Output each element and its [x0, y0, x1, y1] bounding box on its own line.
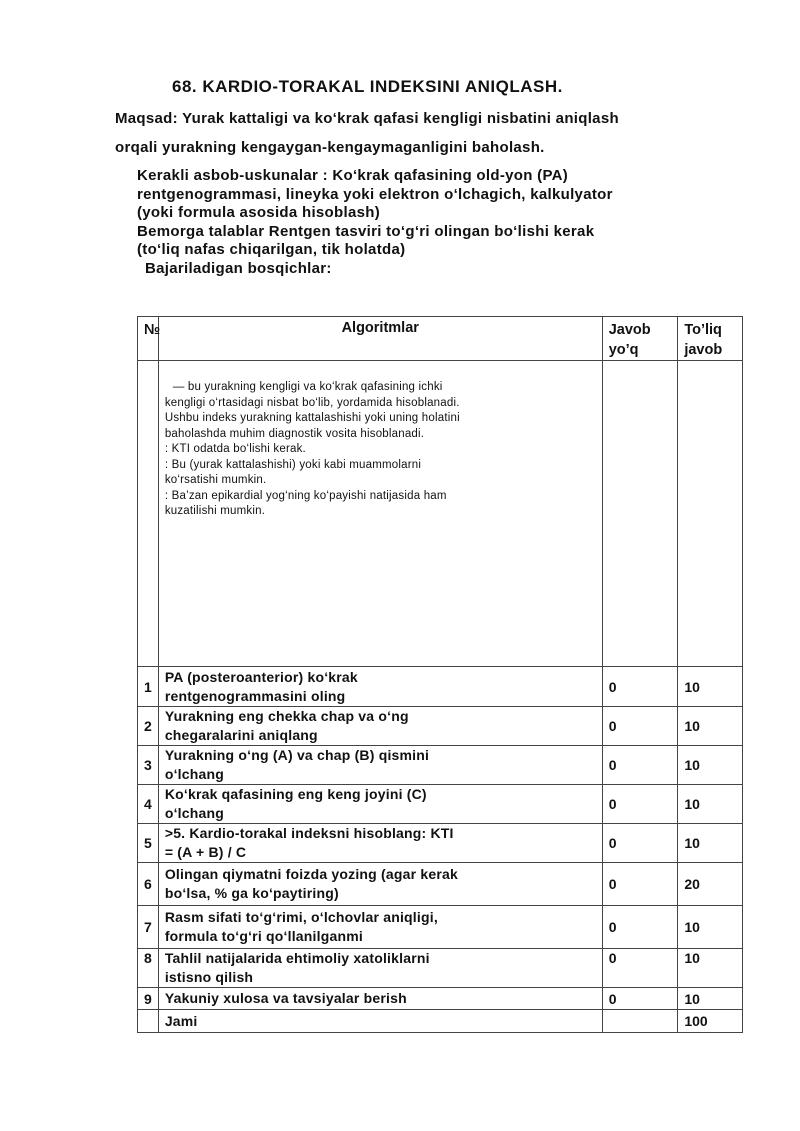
- header-no-answer-line-2: yo’q: [608, 342, 639, 358]
- description-no-cell: [602, 361, 678, 667]
- row-step-text: [158, 707, 602, 746]
- requirements-block: [137, 167, 613, 278]
- header-algorithms: Algoritmlar: [158, 317, 602, 361]
- table-row: [138, 863, 743, 906]
- patient-requirements-line-1: Bemorga talablar Rentgen tasviri to‘g‘ri olingan bo‘lishi kerak: [137, 222, 595, 240]
- row-step-text: [158, 746, 602, 785]
- row-full-score: 10: [678, 824, 743, 863]
- row-step-line: = (A + B) / C: [164, 844, 247, 860]
- header-no-answer: [602, 317, 678, 361]
- row-no-score: 0: [602, 988, 678, 1010]
- row-full-score: 10: [678, 746, 743, 785]
- row-step-text: [158, 988, 602, 1010]
- row-full-score: 10: [678, 988, 743, 1010]
- row-step-line: formula to‘g‘ri qo‘llanilganmi: [164, 928, 363, 944]
- row-no-score: 0: [602, 863, 678, 906]
- row-step-line: PA (posteroanterior) ko‘krak: [164, 668, 358, 685]
- table-row: [138, 746, 743, 785]
- row-step-line: Ko‘krak qafasining eng keng joyini (C): [164, 786, 427, 802]
- row-number: 6: [138, 863, 159, 906]
- row-full-score: 10: [678, 667, 743, 707]
- row-no-score: 0: [602, 824, 678, 863]
- algorithm-table: [137, 316, 743, 1033]
- header-full-answer-line-2: javob: [684, 342, 723, 358]
- row-step-line: o‘lchang: [164, 805, 224, 821]
- table-row: [138, 707, 743, 746]
- description-number-cell: [138, 361, 159, 667]
- row-number: 4: [138, 785, 159, 824]
- table-row: [138, 949, 743, 988]
- row-step-text: [158, 949, 602, 988]
- goal-line-2: orqali yurakning kengaygan-kengaymaganligini baholash.: [115, 139, 545, 156]
- description-row: [138, 361, 743, 667]
- description-text: [165, 361, 596, 520]
- row-no-score: 0: [602, 746, 678, 785]
- row-step-line: Rasm sifati to‘g‘rimi, o‘lchovlar aniqligi,: [164, 909, 438, 925]
- row-number: 9: [138, 988, 159, 1010]
- row-no-score: 0: [602, 667, 678, 707]
- row-full-score: 10: [678, 785, 743, 824]
- description-line: : Ba’zan epikardial yog‘ning ko‘payishi natijasida ham: [164, 489, 447, 502]
- row-full-score: 10: [678, 906, 743, 949]
- row-number: 1: [138, 667, 159, 707]
- row-step-text: [158, 785, 602, 824]
- description-line: — bu yurakning kengligi va ko‘krak qafasining ichki: [172, 381, 443, 393]
- total-no-cell: [602, 1010, 678, 1033]
- row-number: 8: [138, 949, 159, 988]
- row-number: 3: [138, 746, 159, 785]
- row-number: 7: [138, 906, 159, 949]
- row-step-line: istisno qilish: [164, 969, 254, 985]
- row-step-line: Yakuniy xulosa va tavsiyalar berish: [164, 990, 407, 1006]
- description-full-cell: [678, 361, 743, 667]
- equipment-line-1: Kerakli asbob-uskunalar : Ko‘krak qafasining old-yon (PA): [137, 167, 569, 184]
- row-step-line: bo‘lsa, % ga ko‘paytiring): [164, 885, 339, 901]
- row-no-score: 0: [602, 707, 678, 746]
- row-number: 2: [138, 707, 159, 746]
- row-full-score: 10: [678, 707, 743, 746]
- description-line: : Bu (yurak kattalashishi) yoki kabi muammolarni: [164, 458, 422, 471]
- description-line: baholashda muhim diagnostik vosita hisoblanadi.: [164, 427, 425, 440]
- steps-label: Bajariladigan bosqichlar:: [145, 259, 332, 277]
- description-line: ko‘rsatishi mumkin.: [164, 474, 267, 486]
- description-line: : KTI odatda bo‘lishi kerak.: [164, 443, 306, 455]
- row-full-score: 20: [678, 863, 743, 906]
- total-row: [138, 1010, 743, 1033]
- header-full-answer-line-1: To’liq: [684, 322, 722, 338]
- row-number: 5: [138, 824, 159, 863]
- description-cell: [158, 361, 602, 667]
- equipment-line-3: (yoki formula asosida hisoblash): [137, 204, 380, 221]
- description-line: kuzatilishi mumkin.: [164, 505, 266, 517]
- goal-line-1: Maqsad: Yurak kattaligi va ko‘krak qafasi kengligi nisbatini aniqlash: [115, 110, 619, 127]
- row-step-text: [158, 824, 602, 863]
- table-row: [138, 667, 743, 707]
- table-row: [138, 785, 743, 824]
- description-line: kengligi o‘rtasidagi nisbat bo‘lib, yordamida hisoblanadi.: [164, 396, 460, 409]
- total-value: 100: [678, 1010, 743, 1033]
- row-step-text: [158, 667, 602, 707]
- table-row: [138, 988, 743, 1010]
- header-full-answer: [678, 317, 743, 361]
- total-label: Jami: [158, 1010, 602, 1033]
- row-step-line: Yurakning o‘ng (A) va chap (B) qismini: [164, 747, 430, 763]
- header-number: №: [138, 317, 159, 361]
- description-line: Ushbu indeks yurakning kattalashishi yoki uning holatini: [164, 412, 460, 424]
- row-no-score: 0: [602, 949, 678, 988]
- row-step-line: Tahlil natijalarida ehtimoliy xatoliklarni: [164, 950, 430, 966]
- table-row: [138, 824, 743, 863]
- equipment-line-2: rentgenogrammasi, lineyka yoki elektron o‘lchagich, kalkulyator: [137, 185, 613, 203]
- total-number-cell: [138, 1010, 159, 1033]
- row-step-text: [158, 863, 602, 906]
- row-no-score: 0: [602, 906, 678, 949]
- row-no-score: 0: [602, 785, 678, 824]
- row-step-text: [158, 906, 602, 949]
- page-title: 68. KARDIO-TORAKAL INDEKSINI ANIQLASH.: [172, 77, 563, 96]
- header-no-answer-line-1: Javob: [608, 322, 651, 338]
- row-step-line: o‘lchang: [164, 766, 224, 782]
- table-row: [138, 906, 743, 949]
- patient-requirements-line-2: (to‘liq nafas chiqarilgan, tik holatda): [137, 241, 406, 258]
- row-step-line: chegaralarini aniqlang: [164, 727, 318, 743]
- row-full-score: 10: [678, 949, 743, 988]
- table-header-row: [138, 317, 743, 361]
- row-step-line: Olingan qiymatni foizda yozing (agar kerak: [164, 866, 458, 882]
- row-step-line: >5. Kardio-torakal indeksni hisoblang: KTI: [164, 825, 454, 841]
- row-step-line: rentgenogrammasini oling: [164, 687, 346, 704]
- row-step-line: Yurakning eng chekka chap va o‘ng: [164, 708, 409, 724]
